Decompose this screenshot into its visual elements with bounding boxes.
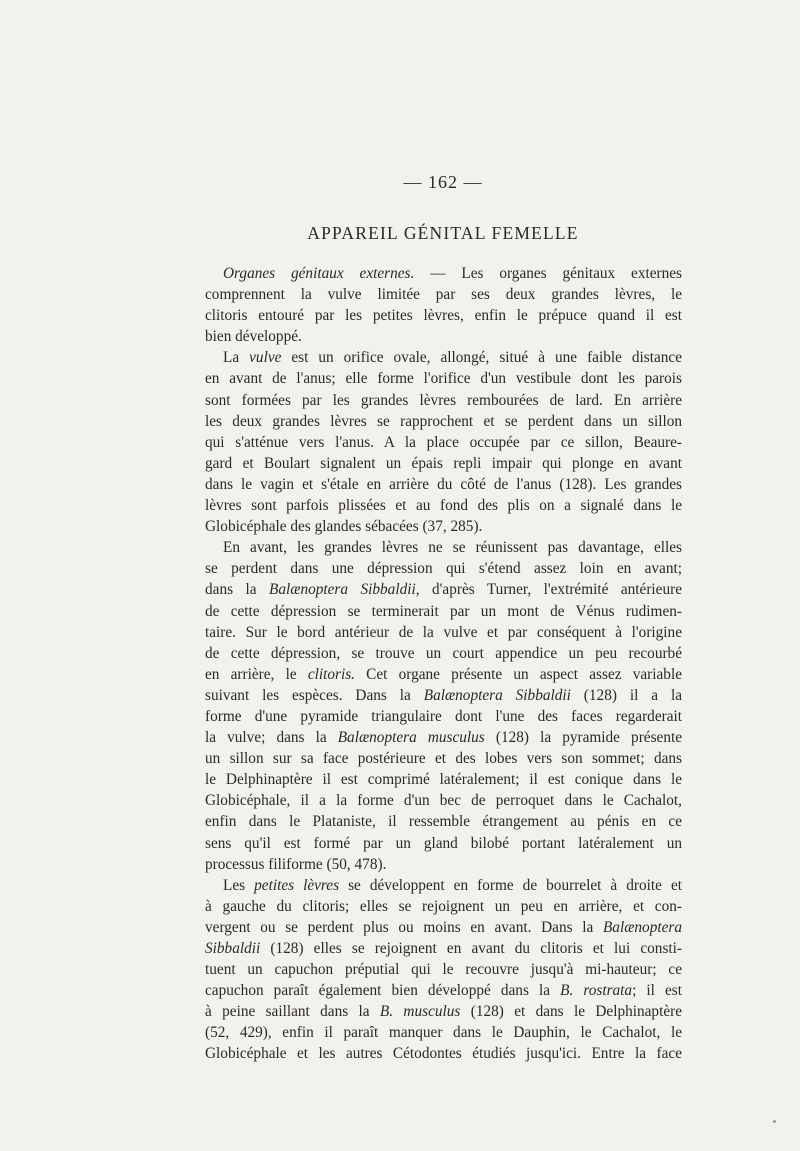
text-line — [205, 664, 682, 685]
text-line — [205, 1022, 682, 1043]
page-number: — 162 — — [403, 172, 483, 192]
text-run: dans la — [205, 581, 269, 599]
italic-text: B. rostrata — [560, 982, 633, 1000]
text-run: les deux grandes lèvres se rapprochent et se perdent dans un sillon — [205, 412, 682, 430]
text-line — [205, 727, 682, 748]
text-run: se perdent dans une dépression qui s'étend assez loin en avant; — [205, 560, 682, 578]
text-run: de cette dépression se terminerait par un mont de Vénus rudimen- — [205, 602, 682, 620]
text-line — [205, 474, 682, 495]
text-run: à peine saillant dans la — [205, 1003, 380, 1021]
italic-text: Balænoptera Sibbaldii, — [269, 581, 420, 599]
text-line — [205, 495, 682, 516]
text-run: à gauche du clitoris; elles se rejoignent un peu en arrière, et con- — [205, 897, 682, 915]
text-line — [205, 516, 682, 537]
text-run: Globicéphale et les autres Cétodontes étudiés jusqu'ici. Entre la face — [205, 1045, 682, 1063]
italic-text: clitoris. — [307, 665, 355, 683]
text-line — [205, 1001, 682, 1022]
text-run: le Delphinaptère il est comprimé latéralement; il est conique dans le — [205, 771, 682, 789]
text-run: tuent un capuchon préputial qui le recouvre jusqu'à mi-hauteur; ce — [205, 961, 682, 979]
text-line — [205, 432, 682, 453]
text-line — [205, 347, 682, 368]
text-line — [205, 959, 682, 980]
text-line — [205, 601, 682, 622]
text-run: clitoris entouré par les petites lèvres, enfin le prépuce quand il est — [205, 307, 682, 325]
body-text — [205, 263, 682, 1065]
text-run: Cet organe présente un aspect assez variable — [354, 665, 682, 683]
text-run: qui s'atténue vers l'anus. A la place occupée par ce sillon, Beaure- — [205, 433, 682, 451]
text-run: est un orifice ovale, allongé, situé à une faible distance — [281, 349, 682, 367]
text-line — [205, 579, 682, 600]
text-run: bien développé. — [205, 328, 302, 346]
text-run: ; il est — [632, 982, 682, 1000]
text-line — [205, 390, 682, 411]
text-line — [205, 790, 682, 811]
text-line — [205, 305, 682, 326]
text-run: — Les organes génitaux externes — [414, 265, 682, 282]
text-line — [205, 368, 682, 389]
italic-text: Balænoptera musculus — [337, 729, 485, 747]
italic-text: Balænoptera Sibbaldii — [423, 686, 571, 704]
text-run: enfin dans le Plataniste, il ressemble étrangement au pénis en ce — [205, 813, 682, 831]
text-run: en avant de l'anus; elle forme l'orifice d'un vestibule dont les parois — [205, 370, 682, 388]
text-run: taire. Sur le bord antérieur de la vulve et par conséquent à l'origine — [205, 623, 682, 641]
text-run: Globicéphale des glandes sébacées (37, 285). — [205, 518, 483, 536]
text-line — [205, 326, 682, 347]
italic-text: Organes génitaux externes. — [223, 265, 415, 282]
text-line — [205, 854, 682, 875]
text-line — [205, 938, 682, 959]
text-run: d'après Turner, l'extrémité antérieure — [419, 581, 682, 599]
text-run: la vulve; dans la — [205, 729, 338, 747]
text-line — [205, 811, 682, 832]
text-line — [205, 769, 682, 790]
italic-text: petites lèvres — [254, 876, 340, 894]
text-run: gard et Boulart signalent un épais repli impair qui plonge en avant — [205, 454, 682, 472]
text-run: vergent ou se perdent plus ou moins en avant. Dans la — [205, 918, 603, 936]
text-line — [205, 284, 682, 305]
text-run: sens qu'il est formé par un gland bilobé portant latéralement un — [205, 834, 682, 852]
text-run: de cette dépression, se trouve un court appendice un peu recourbé — [205, 644, 682, 662]
speck-mark — [773, 1120, 776, 1123]
text-line — [205, 263, 682, 284]
text-run: capuchon paraît également bien développé dans la — [205, 982, 561, 1000]
text-run: Les — [223, 876, 255, 894]
italic-text: Sibbaldii — [205, 940, 261, 957]
italic-text: B. musculus — [379, 1003, 461, 1021]
text-run: Globicéphale, il a la forme d'un bec de perroquet dans le Cachalot, — [205, 792, 682, 810]
text-run: en arrière, le — [205, 665, 308, 683]
text-run: un sillon sur sa face postérieure et des lobes vers son sommet; dans — [205, 750, 682, 768]
text-run: dans le vagin et s'étale en arrière du côté de l'anus (128). Les grandes — [205, 475, 682, 493]
text-line — [205, 558, 682, 579]
text-line — [205, 748, 682, 769]
text-run: La — [223, 349, 250, 367]
text-run: (128) la pyramide présente — [484, 729, 683, 747]
text-line — [205, 875, 682, 896]
chapter-title: APPAREIL GÉNITAL FEMELLE — [307, 223, 579, 243]
text-run: (128) et dans le Delphinaptère — [460, 1003, 683, 1021]
text-line — [205, 917, 682, 938]
text-line — [205, 980, 682, 1001]
text-line — [205, 453, 682, 474]
text-line — [205, 685, 682, 706]
text-run: En avant, les grandes lèvres ne se réunissent pas davantage, elles — [223, 539, 682, 557]
text-run: processus filiforme (50, 478). — [205, 855, 387, 873]
text-run: lèvres sont parfois plissées et au fond des plis on a signalé dans le — [205, 497, 682, 515]
italic-text: vulve — [249, 349, 282, 367]
text-run: (128) elles se rejoignent en avant du clitoris et lui consti- — [260, 940, 682, 957]
text-run: se développent en forme de bourrelet à droite et — [339, 876, 682, 894]
text-line — [205, 537, 682, 558]
text-run: comprennent la vulve limitée par ses deux grandes lèvres, le — [205, 286, 682, 304]
text-line — [205, 833, 682, 854]
text-run: sont formées par les grandes lèvres rembourées de lard. En arrière — [205, 391, 682, 409]
italic-text: Balænoptera — [602, 918, 682, 936]
text-run: (52, 429), enfin il paraît manquer dans le Dauphin, le Cachalot, le — [205, 1024, 682, 1042]
text-run: suivant les espèces. Dans la — [205, 686, 424, 704]
text-line — [205, 896, 682, 917]
text-line — [205, 643, 682, 664]
text-run: forme d'une pyramide triangulaire dont l'une des faces regarderait — [205, 707, 682, 725]
text-line — [205, 1043, 682, 1064]
text-line — [205, 411, 682, 432]
text-line — [205, 706, 682, 727]
text-run: (128) il a la — [570, 686, 682, 704]
text-line — [205, 622, 682, 643]
